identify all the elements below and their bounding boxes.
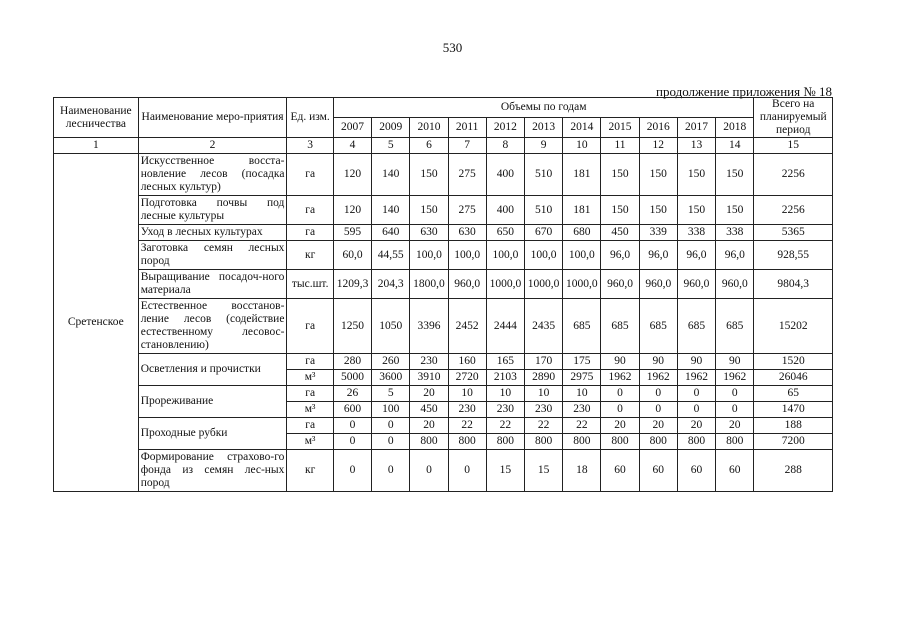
header-year: 2016	[639, 118, 677, 138]
value-cell: 0	[372, 450, 410, 492]
total-cell: 2256	[754, 154, 833, 196]
total-cell: 1470	[754, 402, 833, 418]
header-column-number: 5	[372, 138, 410, 154]
value-cell: 5	[372, 386, 410, 402]
value-cell: 165	[486, 354, 524, 370]
value-cell: 685	[639, 299, 677, 354]
header-column-number: 12	[639, 138, 677, 154]
unit-cell: га	[287, 386, 333, 402]
total-cell: 188	[754, 418, 833, 434]
value-cell: 44,55	[372, 241, 410, 270]
value-cell: 170	[524, 354, 562, 370]
total-cell: 5365	[754, 225, 833, 241]
value-cell: 3396	[410, 299, 448, 354]
header-column-number: 9	[524, 138, 562, 154]
value-cell: 630	[410, 225, 448, 241]
value-cell: 22	[524, 418, 562, 434]
value-cell: 800	[524, 434, 562, 450]
value-cell: 338	[677, 225, 715, 241]
unit-cell: га	[287, 299, 333, 354]
table-row	[54, 241, 833, 270]
value-cell: 400	[486, 154, 524, 196]
unit-cell: кг	[287, 450, 333, 492]
header-year: 2011	[448, 118, 486, 138]
unit-cell: м³	[287, 370, 333, 386]
value-cell: 800	[639, 434, 677, 450]
value-cell: 450	[601, 225, 639, 241]
value-cell: 0	[601, 402, 639, 418]
value-cell: 1000,0	[524, 270, 562, 299]
unit-cell: га	[287, 418, 333, 434]
value-cell: 0	[448, 450, 486, 492]
value-cell: 1000,0	[563, 270, 601, 299]
header-year: 2015	[601, 118, 639, 138]
value-cell: 10	[448, 386, 486, 402]
value-cell: 510	[524, 154, 562, 196]
total-cell: 1520	[754, 354, 833, 370]
value-cell: 230	[563, 402, 601, 418]
value-cell: 0	[601, 386, 639, 402]
value-cell: 800	[601, 434, 639, 450]
value-cell: 90	[601, 354, 639, 370]
page-number: 530	[442, 40, 463, 55]
value-cell: 800	[410, 434, 448, 450]
value-cell: 800	[716, 434, 754, 450]
value-cell: 90	[677, 354, 715, 370]
unit-cell: тыс.шт.	[287, 270, 333, 299]
measure-name: Проходные рубки	[138, 418, 287, 450]
value-cell: 140	[372, 154, 410, 196]
value-cell: 5000	[333, 370, 371, 386]
value-cell: 1209,3	[333, 270, 371, 299]
value-cell: 60,0	[333, 241, 371, 270]
value-cell: 96,0	[677, 241, 715, 270]
value-cell: 1962	[677, 370, 715, 386]
value-cell: 0	[372, 434, 410, 450]
value-cell: 2103	[486, 370, 524, 386]
table-row	[54, 418, 833, 434]
value-cell: 22	[486, 418, 524, 434]
header-year: 2007	[333, 118, 371, 138]
value-cell: 10	[486, 386, 524, 402]
header-column-number: 4	[333, 138, 371, 154]
value-cell: 20	[601, 418, 639, 434]
value-cell: 685	[563, 299, 601, 354]
value-cell: 400	[486, 196, 524, 225]
total-cell: 7200	[754, 434, 833, 450]
value-cell: 510	[524, 196, 562, 225]
header-measure: Наименование меро-приятия	[138, 98, 287, 138]
value-cell: 800	[677, 434, 715, 450]
header-forestry: Наименование лесничества	[54, 98, 139, 138]
value-cell: 275	[448, 154, 486, 196]
value-cell: 100	[372, 402, 410, 418]
header-year: 2014	[563, 118, 601, 138]
value-cell: 339	[639, 225, 677, 241]
value-cell: 10	[563, 386, 601, 402]
value-cell: 2435	[524, 299, 562, 354]
header-column-number: 3	[287, 138, 333, 154]
value-cell: 650	[486, 225, 524, 241]
total-cell: 65	[754, 386, 833, 402]
value-cell: 140	[372, 196, 410, 225]
header-year: 2009	[372, 118, 410, 138]
header-year: 2012	[486, 118, 524, 138]
value-cell: 0	[677, 386, 715, 402]
value-cell: 160	[448, 354, 486, 370]
value-cell: 2975	[563, 370, 601, 386]
total-cell: 26046	[754, 370, 833, 386]
value-cell: 18	[563, 450, 601, 492]
total-cell: 15202	[754, 299, 833, 354]
unit-cell: га	[287, 196, 333, 225]
header-unit: Ед. изм.	[287, 98, 333, 138]
value-cell: 275	[448, 196, 486, 225]
value-cell: 22	[563, 418, 601, 434]
value-cell: 260	[372, 354, 410, 370]
value-cell: 0	[372, 418, 410, 434]
header-column-number: 6	[410, 138, 448, 154]
value-cell: 960,0	[639, 270, 677, 299]
value-cell: 0	[716, 402, 754, 418]
value-cell: 150	[716, 154, 754, 196]
total-cell: 9804,3	[754, 270, 833, 299]
value-cell: 0	[333, 418, 371, 434]
header-column-number: 10	[563, 138, 601, 154]
header-column-number: 8	[486, 138, 524, 154]
header-total: Всего на планируемый период	[754, 98, 833, 138]
header-year: 2010	[410, 118, 448, 138]
value-cell: 150	[601, 154, 639, 196]
value-cell: 20	[410, 386, 448, 402]
value-cell: 15	[524, 450, 562, 492]
value-cell: 96,0	[716, 241, 754, 270]
header-column-number: 7	[448, 138, 486, 154]
forestry-name: Сретенское	[54, 154, 139, 492]
value-cell: 0	[333, 450, 371, 492]
value-cell: 150	[639, 196, 677, 225]
value-cell: 100,0	[524, 241, 562, 270]
value-cell: 3910	[410, 370, 448, 386]
value-cell: 1000,0	[486, 270, 524, 299]
table-row	[54, 270, 833, 299]
value-cell: 100,0	[563, 241, 601, 270]
table-row	[54, 386, 833, 402]
value-cell: 600	[333, 402, 371, 418]
value-cell: 20	[639, 418, 677, 434]
value-cell: 1050	[372, 299, 410, 354]
measure-name: Формирование страхово-го фонда из семян лес-ных пород	[138, 450, 287, 492]
value-cell: 0	[716, 386, 754, 402]
forestry-plan-table	[53, 97, 833, 492]
value-cell: 60	[716, 450, 754, 492]
value-cell: 150	[639, 154, 677, 196]
value-cell: 960,0	[716, 270, 754, 299]
value-cell: 670	[524, 225, 562, 241]
value-cell: 685	[601, 299, 639, 354]
value-cell: 150	[410, 154, 448, 196]
header-volumes: Объемы по годам	[333, 98, 754, 118]
value-cell: 3600	[372, 370, 410, 386]
total-cell: 928,55	[754, 241, 833, 270]
table-row	[54, 299, 833, 354]
value-cell: 100,0	[486, 241, 524, 270]
value-cell: 230	[524, 402, 562, 418]
value-cell: 20	[716, 418, 754, 434]
value-cell: 800	[448, 434, 486, 450]
table-row	[54, 196, 833, 225]
value-cell: 595	[333, 225, 371, 241]
value-cell: 15	[486, 450, 524, 492]
value-cell: 280	[333, 354, 371, 370]
value-cell: 2444	[486, 299, 524, 354]
value-cell: 1962	[601, 370, 639, 386]
appendix-caption: продолжение приложения № 18	[656, 84, 832, 99]
value-cell: 150	[601, 196, 639, 225]
value-cell: 1962	[716, 370, 754, 386]
header-column-number: 11	[601, 138, 639, 154]
table-row	[54, 225, 833, 241]
measure-name: Уход в лесных культурах	[138, 225, 287, 241]
value-cell: 10	[524, 386, 562, 402]
value-cell: 0	[410, 450, 448, 492]
unit-cell: м³	[287, 434, 333, 450]
table-row	[54, 450, 833, 492]
header-column-number: 1	[54, 138, 139, 154]
value-cell: 800	[563, 434, 601, 450]
value-cell: 630	[448, 225, 486, 241]
measure-name: Осветления и прочистки	[138, 354, 287, 386]
value-cell: 0	[333, 434, 371, 450]
total-cell: 288	[754, 450, 833, 492]
value-cell: 685	[716, 299, 754, 354]
value-cell: 680	[563, 225, 601, 241]
value-cell: 150	[677, 154, 715, 196]
value-cell: 1250	[333, 299, 371, 354]
header-column-number: 13	[677, 138, 715, 154]
measure-name: Искусственное восста-новление лесов (посадка лесных культур)	[138, 154, 287, 196]
value-cell: 1800,0	[410, 270, 448, 299]
value-cell: 20	[410, 418, 448, 434]
header-year: 2018	[716, 118, 754, 138]
header-column-number: 15	[754, 138, 833, 154]
value-cell: 230	[486, 402, 524, 418]
value-cell: 450	[410, 402, 448, 418]
value-cell: 120	[333, 154, 371, 196]
unit-cell: га	[287, 225, 333, 241]
value-cell: 96,0	[639, 241, 677, 270]
header-column-number: 2	[138, 138, 287, 154]
value-cell: 2452	[448, 299, 486, 354]
unit-cell: га	[287, 154, 333, 196]
value-cell: 22	[448, 418, 486, 434]
value-cell: 90	[716, 354, 754, 370]
value-cell: 960,0	[601, 270, 639, 299]
value-cell: 150	[677, 196, 715, 225]
value-cell: 230	[448, 402, 486, 418]
measure-name: Подготовка почвы под лесные культуры	[138, 196, 287, 225]
value-cell: 100,0	[410, 241, 448, 270]
measure-name: Заготовка семян лесных пород	[138, 241, 287, 270]
value-cell: 60	[601, 450, 639, 492]
value-cell: 2720	[448, 370, 486, 386]
value-cell: 181	[563, 154, 601, 196]
value-cell: 175	[563, 354, 601, 370]
value-cell: 60	[639, 450, 677, 492]
value-cell: 0	[639, 402, 677, 418]
value-cell: 640	[372, 225, 410, 241]
measure-name: Естественное восстанов-ление лесов (содействие естественному лесовос-становлению)	[138, 299, 287, 354]
value-cell: 120	[333, 196, 371, 225]
unit-cell: га	[287, 354, 333, 370]
header-year: 2013	[524, 118, 562, 138]
value-cell: 100,0	[448, 241, 486, 270]
value-cell: 96,0	[601, 241, 639, 270]
table-row	[54, 154, 833, 196]
value-cell: 960,0	[448, 270, 486, 299]
value-cell: 960,0	[677, 270, 715, 299]
measure-name: Выращивание посадоч-ного материала	[138, 270, 287, 299]
header-column-number: 14	[716, 138, 754, 154]
value-cell: 2890	[524, 370, 562, 386]
header-year: 2017	[677, 118, 715, 138]
value-cell: 20	[677, 418, 715, 434]
value-cell: 60	[677, 450, 715, 492]
value-cell: 181	[563, 196, 601, 225]
value-cell: 150	[410, 196, 448, 225]
value-cell: 1962	[639, 370, 677, 386]
unit-cell: м³	[287, 402, 333, 418]
table-row	[54, 354, 833, 370]
value-cell: 90	[639, 354, 677, 370]
total-cell: 2256	[754, 196, 833, 225]
value-cell: 204,3	[372, 270, 410, 299]
value-cell: 685	[677, 299, 715, 354]
measure-name: Прореживание	[138, 386, 287, 418]
unit-cell: кг	[287, 241, 333, 270]
value-cell: 150	[716, 196, 754, 225]
value-cell: 0	[677, 402, 715, 418]
value-cell: 338	[716, 225, 754, 241]
value-cell: 230	[410, 354, 448, 370]
value-cell: 0	[639, 386, 677, 402]
value-cell: 800	[486, 434, 524, 450]
value-cell: 26	[333, 386, 371, 402]
